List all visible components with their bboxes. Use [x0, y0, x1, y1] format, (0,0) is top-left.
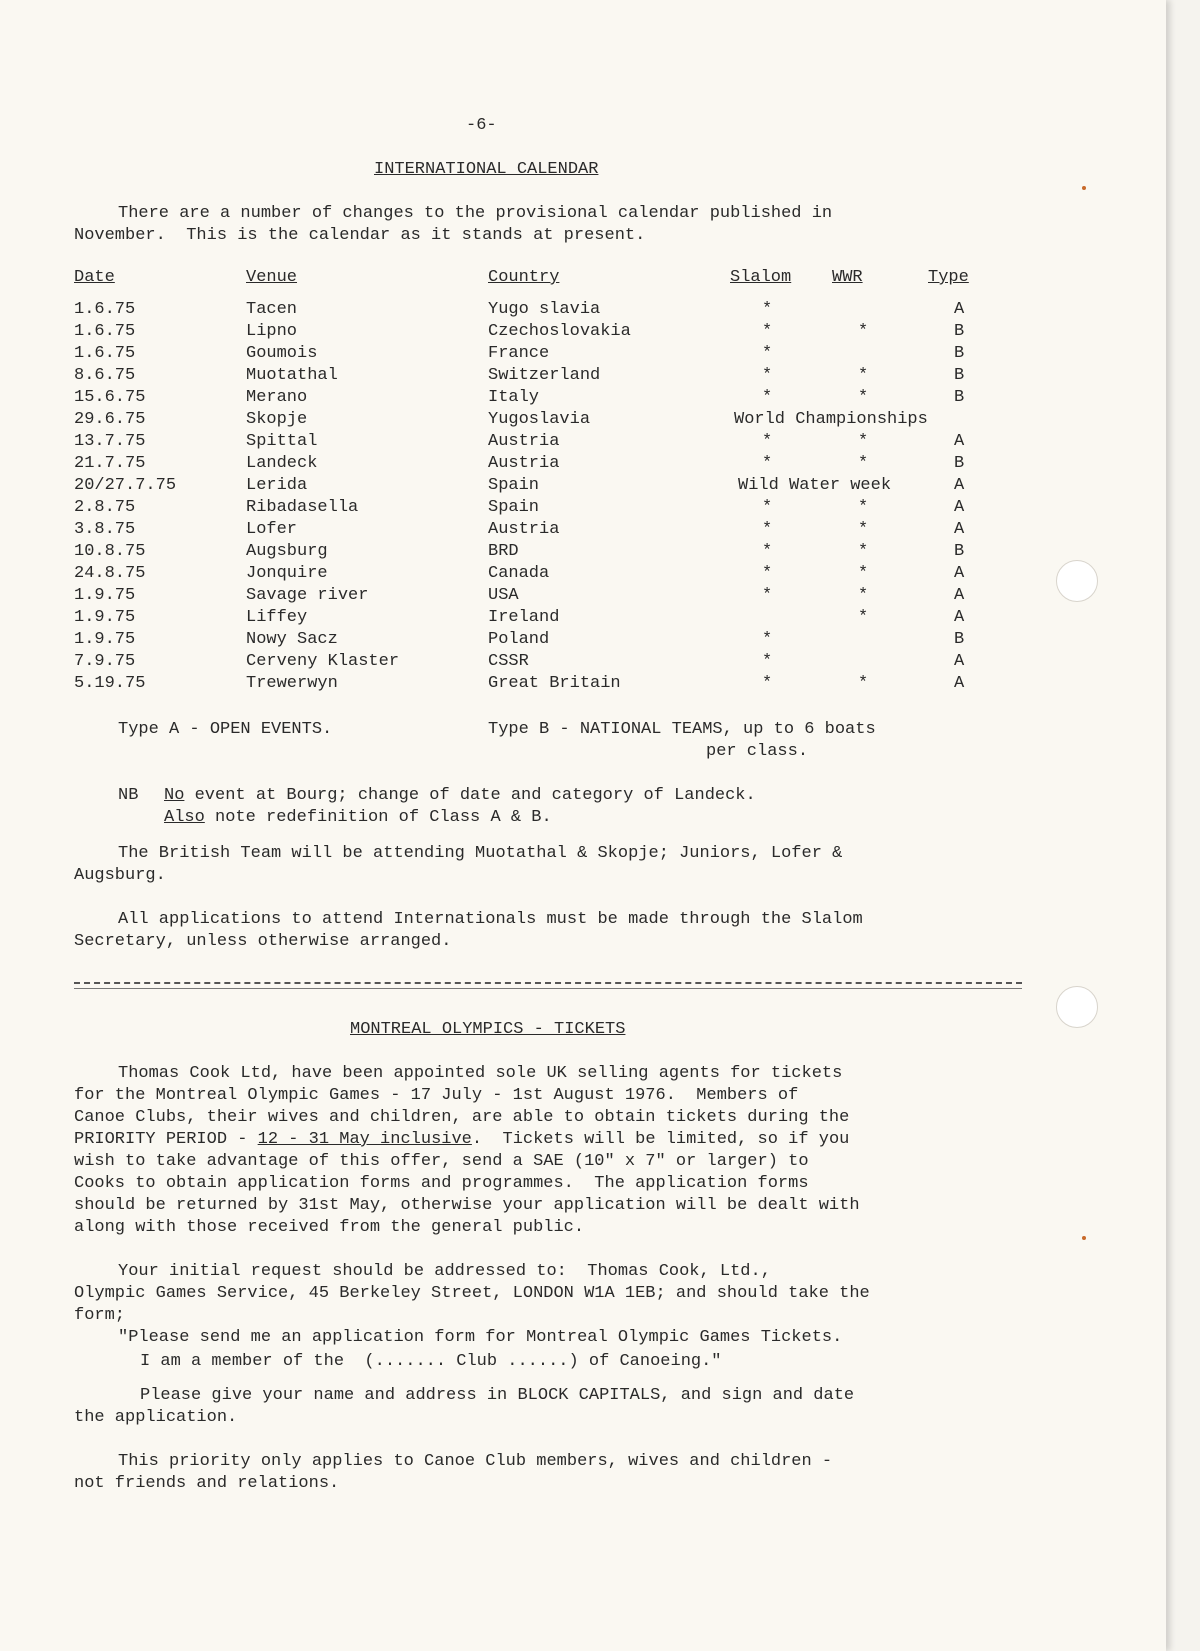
nb-note-text: event at Bourg; change of date and category of Landeck. — [184, 786, 756, 805]
row-wwr: * — [858, 498, 869, 517]
row-date: 1.6.75 — [74, 344, 136, 363]
priority-note: not friends and relations. — [74, 1474, 340, 1493]
row-slalom: * — [762, 630, 773, 649]
row-date: 7.9.75 — [74, 652, 136, 671]
table-row — [0, 520, 1166, 543]
header-venue: Venue — [246, 268, 298, 287]
row-country: Canada — [488, 564, 550, 583]
row-wwr: * — [858, 366, 869, 385]
table-row — [0, 366, 1166, 389]
row-country: Austria — [488, 454, 560, 473]
row-venue: Cerveny Klaster — [246, 652, 400, 671]
row-venue: Nowy Sacz — [246, 630, 338, 649]
row-slalom: * — [762, 586, 773, 605]
header-country: Country — [488, 268, 560, 287]
table-row — [0, 388, 1166, 411]
row-date: 8.6.75 — [74, 366, 136, 385]
row-date: 2.8.75 — [74, 498, 136, 517]
table-row — [0, 586, 1166, 609]
address-paragraph: Your initial request should be addressed to: Thomas Cook, Ltd., — [118, 1262, 771, 1281]
nb-note-text: note redefinition of Class A & B. — [204, 808, 552, 827]
row-country: Poland — [488, 630, 550, 649]
row-wwr: * — [858, 454, 869, 473]
row-slalom: * — [762, 520, 773, 539]
row-venue: Liffey — [246, 608, 308, 627]
calendar-intro-line: There are a number of changes to the provisional calendar published in — [118, 204, 833, 223]
row-venue: Ribadasella — [246, 498, 359, 517]
olympics-paragraph — [74, 1128, 849, 1151]
row-wwr: * — [858, 322, 869, 341]
row-venue: Tacen — [246, 300, 298, 319]
table-row — [0, 476, 1166, 499]
header-type: Type — [928, 268, 969, 287]
row-wwr: * — [858, 674, 869, 693]
row-country: Spain — [488, 498, 540, 517]
row-date: 1.9.75 — [74, 586, 136, 605]
row-country: Spain — [488, 476, 540, 495]
row-slalom: * — [762, 322, 773, 341]
row-type: A — [954, 608, 965, 627]
row-wwr: * — [858, 432, 869, 451]
paper-mark — [1082, 1236, 1086, 1240]
olympics-paragraph: along with those received from the general public. — [74, 1218, 585, 1237]
row-venue: Jonquire — [246, 564, 328, 583]
olympics-paragraph: should be returned by 31st May, otherwise your application will be dealt with — [74, 1196, 860, 1215]
row-wwr: * — [858, 608, 869, 627]
row-country: USA — [488, 586, 519, 605]
type-b-legend: per class. — [706, 742, 809, 761]
row-wwr: * — [858, 542, 869, 561]
type-a-legend: Type A - OPEN EVENTS. — [118, 720, 333, 739]
row-type: A — [954, 652, 965, 671]
paper-mark — [1082, 186, 1086, 190]
row-type: A — [954, 564, 965, 583]
row-type: A — [954, 432, 965, 451]
row-country: France — [488, 344, 550, 363]
row-venue: Trewerwyn — [246, 674, 338, 693]
table-row — [0, 674, 1166, 697]
table-row — [0, 498, 1166, 521]
row-wwr: * — [858, 586, 869, 605]
header-date: Date — [74, 268, 115, 287]
olympics-paragraph: wish to take advantage of this offer, send a SAE (10" x 7" or larger) to — [74, 1152, 809, 1171]
row-venue: Muotathal — [246, 366, 338, 385]
row-country: Switzerland — [488, 366, 601, 385]
row-country: CSSR — [488, 652, 529, 671]
table-row — [0, 454, 1166, 477]
table-row — [0, 322, 1166, 345]
row-date: 1.9.75 — [74, 630, 136, 649]
row-type: A — [954, 520, 965, 539]
row-venue: Savage river — [246, 586, 369, 605]
row-type: B — [954, 322, 965, 341]
row-country: Austria — [488, 432, 560, 451]
row-venue: Lofer — [246, 520, 298, 539]
row-date: 1.9.75 — [74, 608, 136, 627]
section-divider — [74, 982, 1022, 984]
row-country: Austria — [488, 520, 560, 539]
type-b-legend: Type B - NATIONAL TEAMS, up to 6 boats — [488, 720, 876, 739]
nb-note — [164, 784, 756, 807]
row-wwr: * — [858, 388, 869, 407]
priority-text: . Tickets will be limited, so if you — [471, 1130, 850, 1149]
table-row — [0, 564, 1166, 587]
header-wwr: WWR — [832, 268, 863, 287]
row-country: Czechoslovakia — [488, 322, 631, 341]
british-team-paragraph: Augsburg. — [74, 866, 166, 885]
address-paragraph: form; — [74, 1306, 126, 1325]
calendar-intro-line: November. This is the calendar as it stands at present. — [74, 226, 646, 245]
row-date: 5.19.75 — [74, 674, 146, 693]
table-row — [0, 300, 1166, 323]
block-capitals-paragraph: the application. — [74, 1408, 238, 1427]
nb-note-emphasis: Also — [164, 808, 205, 827]
row-type: A — [954, 674, 965, 693]
row-type: A — [954, 586, 965, 605]
row-date: 13.7.75 — [74, 432, 146, 451]
applications-paragraph: All applications to attend Internationals must be made through the Slalom — [118, 910, 863, 929]
row-slalom: * — [762, 344, 773, 363]
olympics-paragraph: Cooks to obtain application forms and programmes. The application forms — [74, 1174, 809, 1193]
row-venue: Augsburg — [246, 542, 328, 561]
row-slalom: * — [762, 652, 773, 671]
row-note: Wild Water week — [738, 476, 892, 495]
priority-dates: 12 - 31 May inclusive — [257, 1130, 472, 1149]
nb-note-emphasis: No — [164, 786, 185, 805]
row-country: Yugo slavia — [488, 300, 601, 319]
row-wwr: * — [858, 564, 869, 583]
table-row — [0, 410, 1166, 433]
row-slalom: * — [762, 454, 773, 473]
row-country: Great Britain — [488, 674, 621, 693]
row-date: 10.8.75 — [74, 542, 146, 561]
request-quote: "Please send me an application form for Montreal Olympic Games Tickets. — [118, 1328, 843, 1347]
row-type: A — [954, 300, 965, 319]
table-row — [0, 652, 1166, 675]
row-slalom: * — [762, 366, 773, 385]
row-wwr: * — [858, 520, 869, 539]
row-country: Italy — [488, 388, 540, 407]
olympics-paragraph: Canoe Clubs, their wives and children, are able to obtain tickets during the — [74, 1108, 850, 1127]
row-date: 15.6.75 — [74, 388, 146, 407]
table-row — [0, 432, 1166, 455]
calendar-table-header — [0, 268, 1166, 291]
row-venue: Spittal — [246, 432, 318, 451]
row-type: B — [954, 630, 965, 649]
row-slalom: * — [762, 498, 773, 517]
row-venue: Skopje — [246, 410, 308, 429]
row-slalom: * — [762, 542, 773, 561]
olympics-paragraph: for the Montreal Olympic Games - 17 July - 1st August 1976. Members of — [74, 1086, 799, 1105]
address-paragraph: Olympic Games Service, 45 Berkeley Street, LONDON W1A 1EB; and should take the — [74, 1284, 870, 1303]
row-slalom: * — [762, 674, 773, 693]
row-type: B — [954, 344, 965, 363]
nb-label: NB — [118, 786, 139, 805]
row-venue: Merano — [246, 388, 308, 407]
row-type: B — [954, 388, 965, 407]
priority-label: PRIORITY PERIOD - — [74, 1130, 258, 1149]
row-type: A — [954, 476, 965, 495]
row-type: B — [954, 454, 965, 473]
calendar-heading: INTERNATIONAL CALENDAR — [374, 160, 599, 179]
row-venue: Lerida — [246, 476, 308, 495]
row-note: World Championships — [734, 410, 928, 429]
block-capitals-paragraph: Please give your name and address in BLOCK CAPITALS, and sign and date — [140, 1386, 855, 1405]
row-type: B — [954, 366, 965, 385]
header-slalom: Slalom — [730, 268, 792, 287]
section-divider — [74, 988, 1022, 989]
applications-paragraph: Secretary, unless otherwise arranged. — [74, 932, 452, 951]
row-slalom: * — [762, 432, 773, 451]
punch-hole-bottom — [1056, 986, 1098, 1028]
row-venue: Lipno — [246, 322, 298, 341]
row-date: 20/27.7.75 — [74, 476, 177, 495]
table-row — [0, 344, 1166, 367]
row-date: 3.8.75 — [74, 520, 136, 539]
british-team-paragraph: The British Team will be attending Muotathal & Skopje; Juniors, Lofer & — [118, 844, 843, 863]
table-row — [0, 542, 1166, 565]
row-date: 1.6.75 — [74, 300, 136, 319]
olympics-heading: MONTREAL OLYMPICS - TICKETS — [350, 1020, 626, 1039]
nb-note — [164, 806, 552, 829]
page-number: -6- — [466, 116, 497, 135]
row-country: BRD — [488, 542, 519, 561]
table-row — [0, 630, 1166, 653]
olympics-paragraph: Thomas Cook Ltd, have been appointed sole UK selling agents for tickets — [118, 1064, 843, 1083]
row-date: 29.6.75 — [74, 410, 146, 429]
row-venue: Goumois — [246, 344, 318, 363]
row-country: Yugoslavia — [488, 410, 591, 429]
row-slalom: * — [762, 300, 773, 319]
row-venue: Landeck — [246, 454, 318, 473]
row-date: 1.6.75 — [74, 322, 136, 341]
row-slalom: * — [762, 388, 773, 407]
table-row — [0, 608, 1166, 631]
row-type: A — [954, 498, 965, 517]
request-quote: I am a member of the (....... Club ......) of Canoeing." — [140, 1352, 722, 1371]
row-date: 21.7.75 — [74, 454, 146, 473]
row-type: B — [954, 542, 965, 561]
row-country: Ireland — [488, 608, 560, 627]
priority-note: This priority only applies to Canoe Club members, wives and children - — [118, 1452, 833, 1471]
row-slalom: * — [762, 564, 773, 583]
row-date: 24.8.75 — [74, 564, 146, 583]
